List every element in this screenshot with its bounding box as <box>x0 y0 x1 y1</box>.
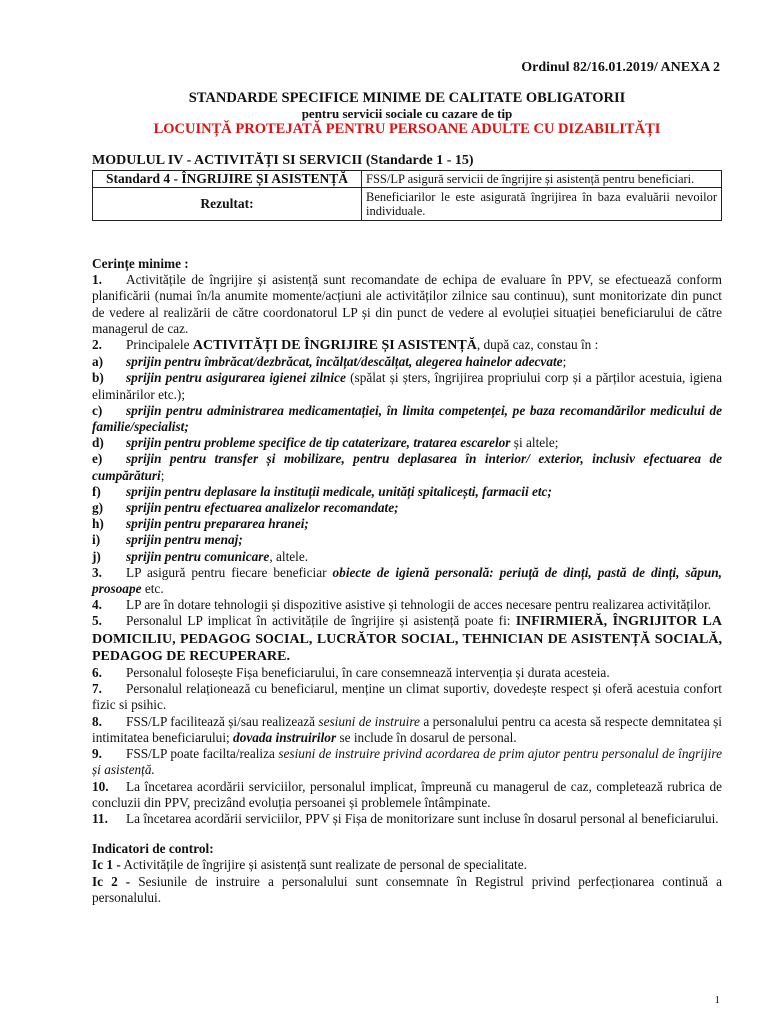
requirement-5: 5. Personalul LP implicat în activitățile de îngrijire și asistență poate fi: INFIRMIERĂ, ÎNGRIJITOR LA DOMICILIU, PEDAGOG SOCIAL, LUCRĂTOR SOCIAL, TEHNICIAN DE ASISTENȚĂ SOCIALĂ, PEDAGOG DE RECUPERARE. <box>92 613 722 664</box>
requirement-3: 3. LP asigură pentru fiecare beneficiar obiecte de igienă personală: periuță de dinți, pastă de dinți, săpun, prosoape etc. <box>92 564 722 597</box>
requirements-heading: Cerințe minime : <box>92 256 189 271</box>
service-type-title: LOCUINȚĂ PROTEJATĂ PENTRU PERSOANE ADULTE CU DIZABILITĂȚI <box>153 121 661 137</box>
requirement-1: 1. Activitățile de îngrijire și asistență sunt recomandate de echipa de evaluare în PPV, se efectuează conform planificării (numai în/la anumite momente/acțiuni ale activităților zilnice sau continuu), sunt monitorizate din punct de vedere al realizării de către coordonatorul LP și din punct de vedere al evoluției situației beneficiarului de către managerul de caz. <box>92 272 722 336</box>
requirement-7: 7. Personalul relaționează cu beneficiarul, menține un climat suportiv, dovedește respect și oferă acestuia confort fizic si psihic. <box>92 681 722 713</box>
activity-item: f) sprijin pentru deplasare la instituții medicale, unități spitalicești, farmacii etc; <box>92 483 552 499</box>
standard-row <box>93 171 722 188</box>
activity-item: g) sprijin pentru efectuarea analizelor recomandate; <box>92 500 399 516</box>
module-heading: MODULUL IV - ACTIVITĂȚI SI SERVICII (Standarde 1 - 15) <box>92 153 474 168</box>
activity-item: b) sprijin pentru asigurarea igienei zilnice (spălat și șters, îngrijirea propriului corp și a părților acestuia, igiena eliminărilor etc.); <box>92 370 722 402</box>
main-title: STANDARDE SPECIFICE MINIME DE CALITATE OBLIGATORII <box>188 90 626 106</box>
indicators-heading: Indicatori de control: <box>92 841 214 857</box>
activity-item: h) sprijin pentru prepararea hranei; <box>92 516 309 532</box>
title-block <box>92 90 722 137</box>
indicator-2: Ic 2 - Sesiunile de instruire a personalului sunt consemnate în Registrul privind perfecționarea continuă a personalului. <box>92 873 722 905</box>
standard-table <box>92 170 722 221</box>
requirement-4: 4. LP are în dotare tehnologii și dispozitive asistive și tehnologii de acces necesare pentru realizarea activităților. <box>92 597 712 613</box>
activity-item: i) sprijin pentru menaj; <box>92 532 243 548</box>
standard-label: Standard 4 - ÎNGRIJIRE ȘI ASISTENȚĂ <box>93 171 362 188</box>
order-reference: Ordinul 82/16.01.2019/ ANEXA 2 <box>521 60 720 75</box>
activity-item: c) sprijin pentru administrarea medicamentației, în limita competenței, pe baza recomandărilor medicului de familie/specialist; <box>92 402 722 435</box>
activity-item: e) sprijin pentru transfer și mobilizare, pentru deplasarea în interior/ exterior, inclusiv efectuarea de cumpărături; <box>92 451 722 483</box>
activity-item: j) sprijin pentru comunicare, altele. <box>92 548 309 564</box>
subtitle: pentru servicii sociale cu cazare de tip <box>301 106 513 121</box>
requirement-11: 11. La încetarea acordării serviciilor, PPV și Fișa de monitorizare sunt incluse în dosarul personal al beneficiarului. <box>92 810 719 826</box>
requirement-8: 8. FSS/LP facilitează și/sau realizează sesiuni de instruire a personalului pentru ca acesta să respecte demnitatea și intimitatea beneficiarului; dovada instruirilor se include în dosarul de personal. <box>92 713 722 745</box>
requirement-10: 10. La încetarea acordării serviciilor, personalul implicat, împreună cu managerul de caz, completează rubrica de concluzii din PPV, precizând evoluția persoanei și problemele întâmpinate. <box>92 778 722 810</box>
requirement-2: 2. Principalele ACTIVITĂȚI DE ÎNGRIJIRE ȘI ASISTENȚĂ, după caz, constau în : <box>92 337 599 354</box>
standard-text: FSS/LP asigură servicii de îngrijire și asistență pentru beneficiari. <box>362 171 722 188</box>
activity-item: a) sprijin pentru îmbrăcat/dezbrăcat, încălțat/descălțat, alegerea hainelor adecvate; <box>92 354 567 370</box>
result-row <box>93 188 722 221</box>
result-text: Beneficiarilor le este asigurată îngrijirea în baza evaluării nevoilor individuale. <box>362 188 722 221</box>
indicator-1: Ic 1 - Activitățile de îngrijire și asistență sunt realizate de personal de specialitate. <box>92 857 527 873</box>
requirement-9: 9. FSS/LP poate facilta/realiza sesiuni de instruire privind acordarea de prim ajutor pentru personalul de îngrijire și asistență. <box>92 746 722 778</box>
result-label: Rezultat: <box>93 188 362 221</box>
activity-list <box>92 354 722 565</box>
activity-item: d) sprijin pentru probleme specifice de tip cataterizare, tratarea escarelor și altele; <box>92 435 559 451</box>
requirement-6: 6. Personalul folosește Fișa beneficiarului, în care consemnează intervenția și durata acesteia. <box>92 665 610 681</box>
document-body <box>92 256 722 906</box>
page-number: 1 <box>714 994 720 1006</box>
